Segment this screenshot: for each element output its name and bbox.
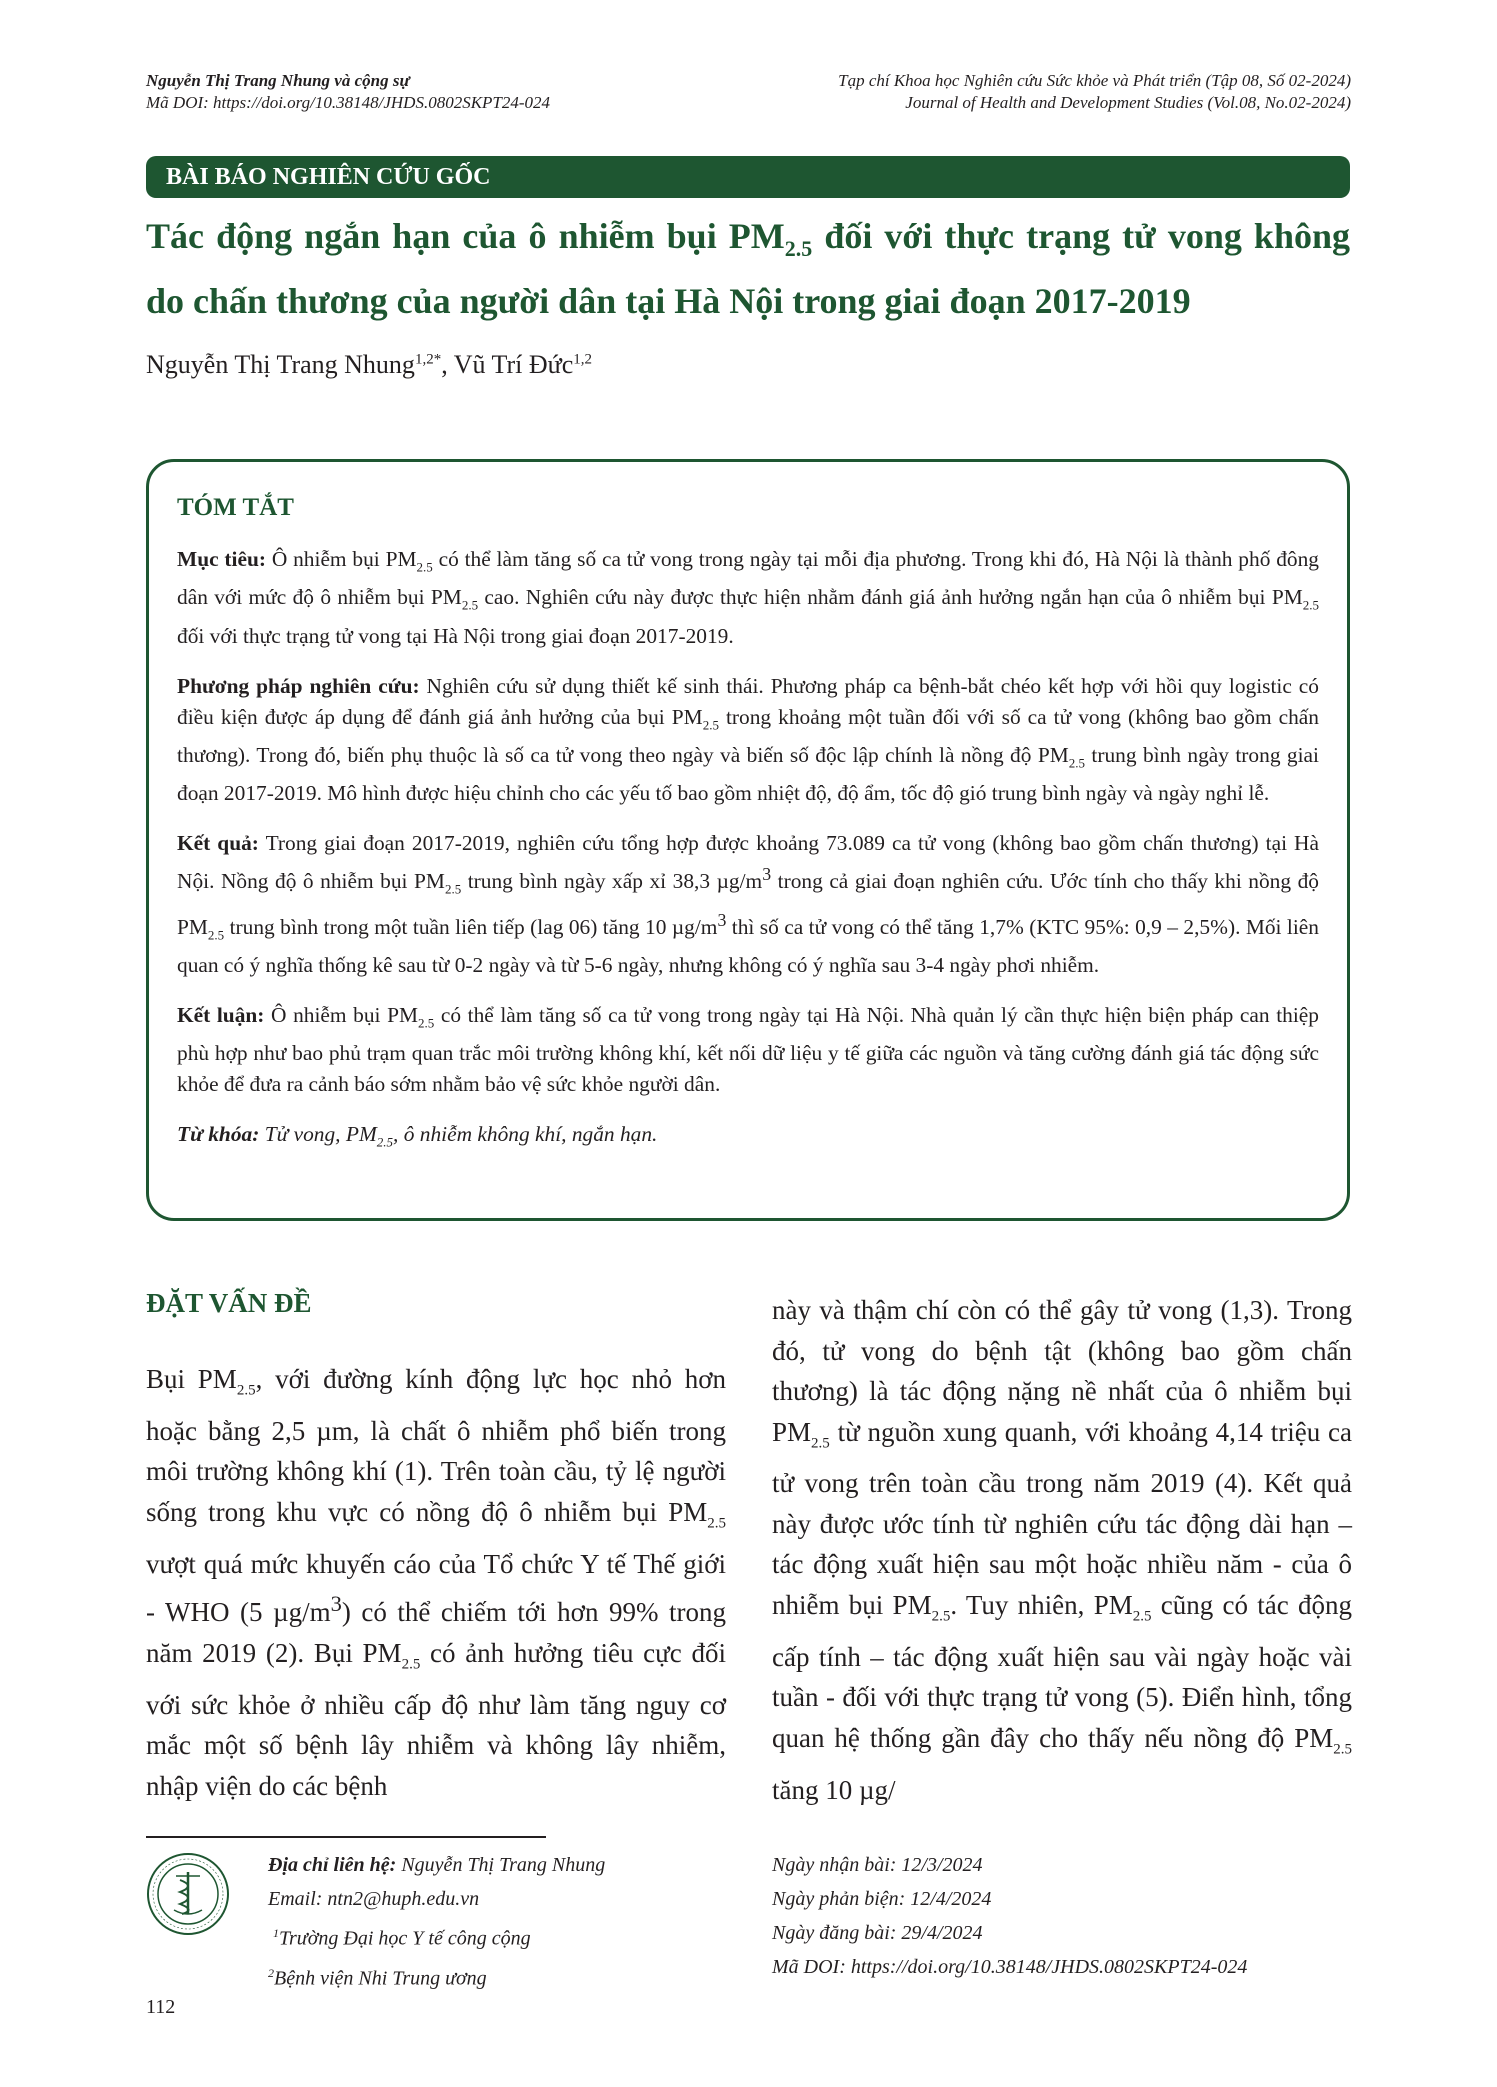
- author-list: Nguyễn Thị Trang Nhung$^{1,2*}$, Vũ Trí Đức$^{1,2}$: [146, 350, 593, 379]
- affiliation-2: $^2$Bệnh viện Nhi Trung ương: [268, 1965, 487, 1990]
- footnote-rule: [146, 1836, 546, 1838]
- abstract-objective: Mục tiêu: Ô nhiễm bụi $PM_{2.5}$ có thể làm tăng số ca tử vong trong ngày tại mỗi địa phương. Trong khi đó, Hà Nội là thành phố đông dân với mức độ ô nhiễm bụi $PM_{2.5}$ cao. Nghiên cứu này được thực hiện nhằm đánh giá ảnh hưởng ngắn hạn của ô nhiễm bụi $PM_{2.5}$ đối với thực trạng tử vong tại Hà Nội trong giai đoạn 2017-2019.: [177, 547, 1320, 648]
- body-column-right: [772, 1290, 1352, 1810]
- contact-email: Email: ntn2@huph.edu.vn: [268, 1888, 480, 1910]
- article-type-banner: BÀI BÁO NGHIÊN CỨU GỐC: [146, 156, 1350, 198]
- abstract-results: Kết quả: Trong giai đoạn 2017-2019, nghiên cứu tổng hợp được khoảng 73.089 ca tử vong (không bao gồm chấn thương) tại Hà Nội. Nồng độ ô nhiễm bụi $PM_{2.5}$ trung bình ngày xấp xỉ 38,3 $\mu g/m^3$ trong cả giai đoạn nghiên cứu. Ước tính cho thấy khi nồng độ $PM_{2.5}$ trung bình trong một tuần liên tiếp (lag 06) tăng 10 $\mu g/m^3$ thì số ca tử vong có thể tăng 1,7% (KTC 95%: 0,9 – 2,5%). Mối liên quan có ý nghĩa thống kê sau từ 0-2 ngày và từ 5-6 ngày, nhưng không có ý nghĩa sau 3-4 ngày phơi nhiễm.: [177, 831, 1319, 977]
- article-title: Tác động ngắn hạn của ô nhiễm bụi $PM_{2.5}$ đối với thực trạng tử vong không do chấn thương của người dân tại Hà Nội trong giai đoạn 2017-2019: [146, 216, 1350, 322]
- intro-paragraph-right: này và thậm chí còn có thể gây tử vong (1,3). Trong đó, tử vong do bệnh tật (không bao gồm chấn thương) là tác động nặng nề nhất của ô nhiễm bụi $PM_{2.5}$ từ nguồn xung quanh, với khoảng 4,14 triệu ca tử vong trên toàn cầu trong năm 2019 (4). Kết quả này được ước tính từ nghiên cứu tác động dài hạn – tác động xuất hiện sau một hoặc nhiều năm - của ô nhiễm bụi $PM_{2.5}$. Tuy nhiên, $PM_{2.5}$ cũng có tác động cấp tính – tác động xuất hiện sau vài ngày hoặc vài tuần - đối với thực trạng tử vong (5). Điển hình, tổng quan hệ thống gần đây cho thấy nếu nồng độ $PM_{2.5}$ tăng 10 µg/: [772, 1295, 1352, 1805]
- header-journal-vi: Tạp chí Khoa học Nghiên cứu Sức khỏe và Phát triển (Tập 08, Số 02-2024): [838, 71, 1351, 90]
- running-header-left: [146, 70, 550, 114]
- university-seal-icon: [146, 1852, 230, 1936]
- abstract-heading: TÓM TẮT: [177, 494, 294, 521]
- article-dates-block: [772, 1848, 1247, 1984]
- abstract-box: [146, 459, 1350, 1221]
- abstract-conclusion: Kết luận: Ô nhiễm bụi $PM_{2.5}$ có thể làm tăng số ca tử vong trong ngày tại Hà Nội. Nhà quản lý cần thực hiện biện pháp can thiệp phù hợp như bao phủ trạm quan trắc môi trường không khí, kết nối dữ liệu y tế giữa các nguồn và tăng cường đánh giá tác động sức khỏe để đưa ra cảnh báo sớm nhằm bảo vệ sức khỏe người dân.: [177, 1002, 1319, 1097]
- section-heading-introduction: ĐẶT VẤN ĐỀ: [146, 1288, 312, 1318]
- date-reviewed: Ngày phản biện: 12/4/2024: [772, 1888, 992, 1910]
- footer-doi: Mã DOI: https://doi.org/10.38148/JHDS.0802SKPT24-024: [772, 1956, 1248, 1978]
- header-author: Nguyễn Thị Trang Nhung và cộng sự: [146, 71, 410, 90]
- page-number: 112: [146, 1996, 176, 2018]
- correspondence-block: [268, 1848, 605, 1995]
- body-column-left: [146, 1288, 726, 1806]
- intro-paragraph-left: Bụi $PM_{2.5}$, với đường kính động lực học nhỏ hơn hoặc bằng 2,5 µm, là chất ô nhiễm phổ biến trong môi trường không khí (1). Trên toàn cầu, tỷ lệ người sống trong khu vực có nồng độ ô nhiễm bụi $PM_{2.5}$ vượt quá mức khuyến cáo của Tổ chức Y tế Thế giới - WHO (5 $\mu g/m^3$) có thể chiếm tới hơn 99% trong năm 2019 (2). Bụi $PM_{2.5}$ có ảnh hưởng tiêu cực đối với sức khỏe ở nhiều cấp độ như làm tăng nguy cơ mắc một số bệnh lây nhiễm và không lây nhiễm, nhập viện do các bệnh: [146, 1364, 726, 1801]
- affiliation-1: $^1$Trường Đại học Y tế công cộng: [273, 1926, 531, 1950]
- date-published: Ngày đăng bài: 29/4/2024: [772, 1922, 983, 1944]
- abstract-keywords: Từ khóa: Tử vong, $PM_{2.5}$, ô nhiễm không khí, ngắn hạn.: [177, 1122, 658, 1150]
- date-received: Ngày nhận bài: 12/3/2024: [772, 1854, 983, 1876]
- header-journal-en: Journal of Health and Development Studies (Vol.08, No.02-2024): [905, 93, 1351, 112]
- contact-line: Địa chỉ liên hệ: Nguyễn Thị Trang Nhung: [268, 1854, 606, 1876]
- header-doi: Mã DOI: https://doi.org/10.38148/JHDS.0802SKPT24-024: [146, 93, 551, 112]
- running-header-right: [838, 70, 1351, 114]
- abstract-methods: Phương pháp nghiên cứu: Nghiên cứu sử dụng thiết kế sinh thái. Phương pháp ca bệnh-bắt chéo kết hợp với hồi quy logistic có điều kiện được áp dụng để đánh giá ảnh hưởng của bụi $PM_{2.5}$ trong khoảng một tuần đối với số ca tử vong (không bao gồm chấn thương). Trong đó, biến phụ thuộc là số ca tử vong theo ngày và biến số độc lập chính là nồng độ $PM_{2.5}$ trung bình ngày trong giai đoạn 2017-2019. Mô hình được hiệu chỉnh cho các yếu tố bao gồm nhiệt độ, độ ẩm, tốc độ gió trung bình ngày và ngày nghỉ lễ.: [177, 673, 1319, 806]
